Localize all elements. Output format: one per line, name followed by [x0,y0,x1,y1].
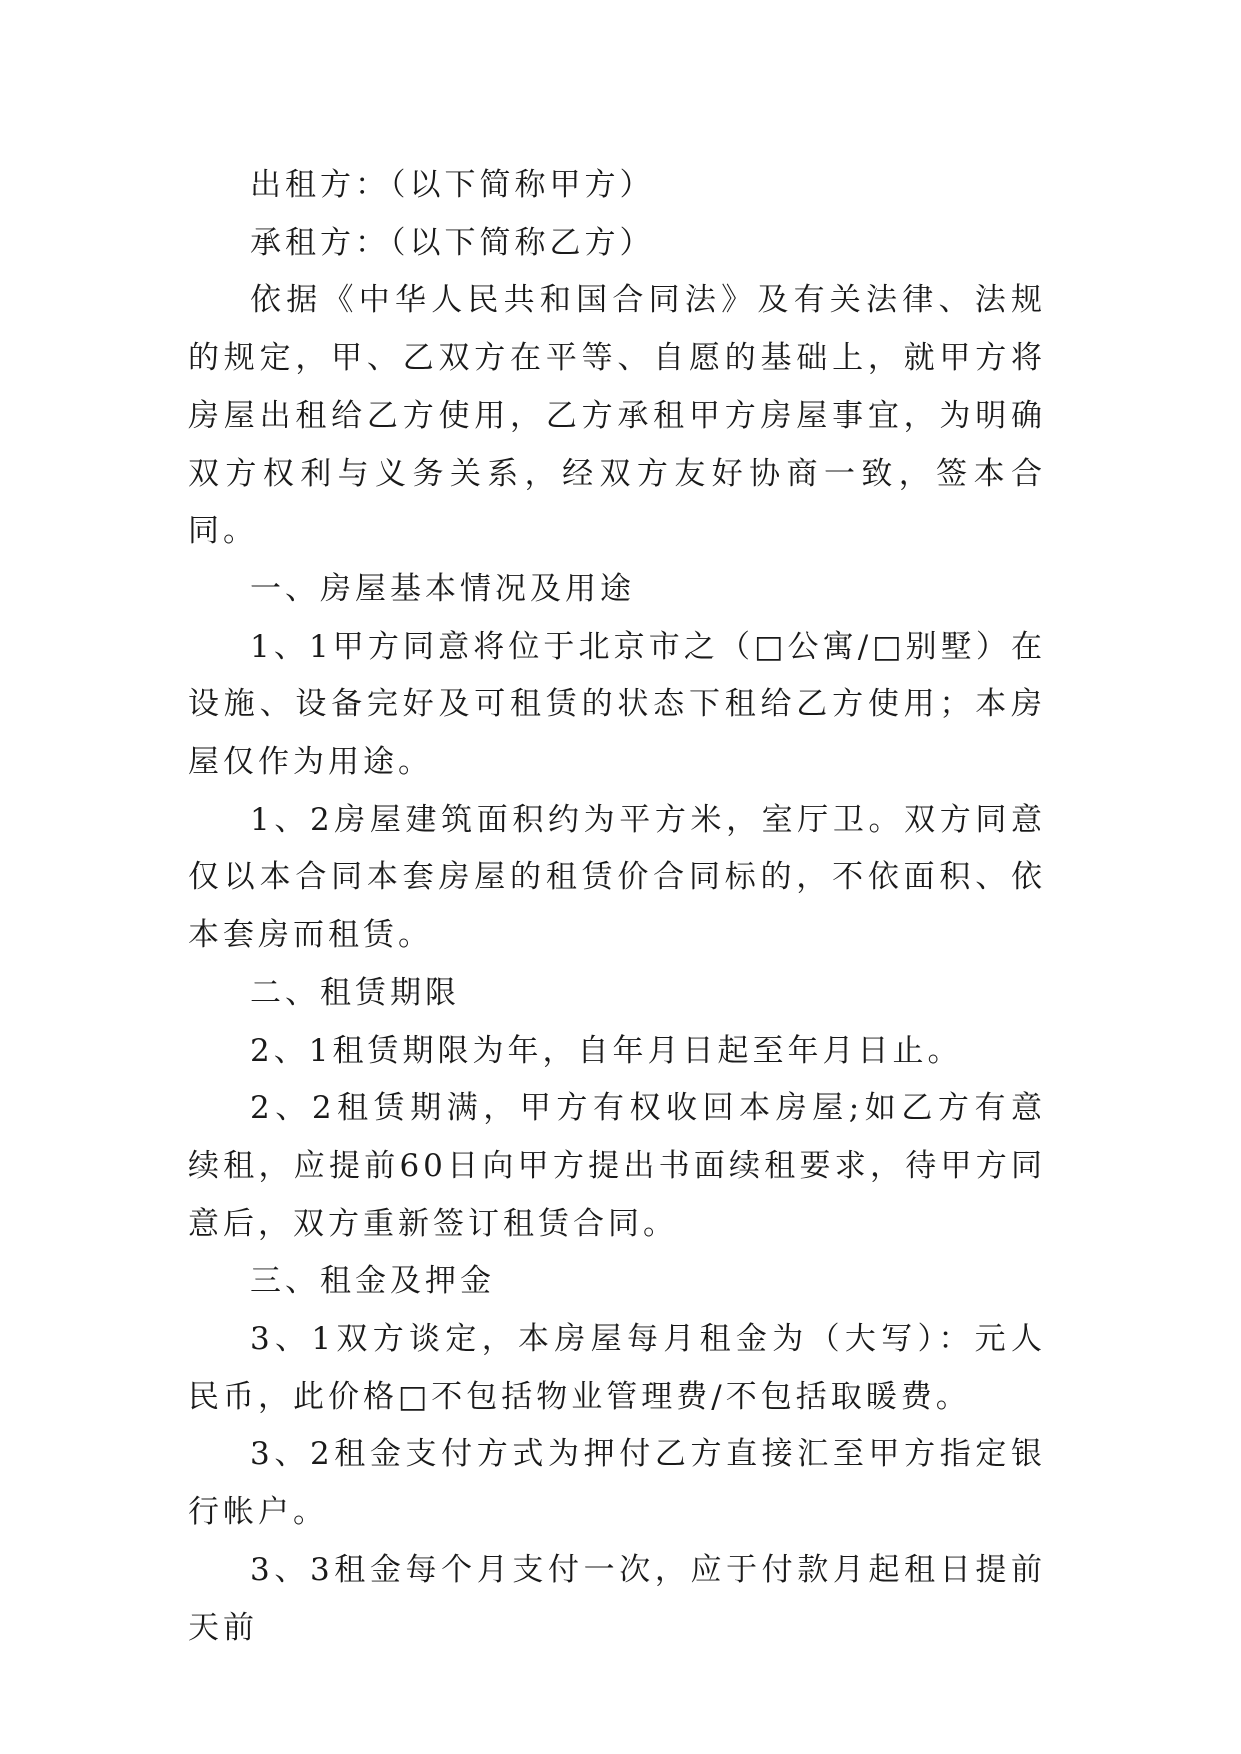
clause-1-2: 1、2房屋建筑面积约为平方米，室厅卫。双方同意仅以本合同本套房屋的租赁价合同标的，不依面积、依本套房而租赁。 [188,801,1046,954]
clause-3-2: 3、2租金支付方式为押付乙方直接汇至甲方指定银行帐户。 [188,1436,1046,1531]
section-heading-2: 二、租赁期限 [250,974,460,1011]
section-heading-3: 三、租金及押金 [250,1263,495,1300]
clause-3-1: 3、1双方谈定，本房屋每月租金为（大写）：元人民币，此价格□不包括物业管理费/不包括取暖费。 [188,1321,1046,1415]
clause-1-1: 1、1甲方同意将位于北京市之（□公寓/□别墅）在设施、设备完好及可租赁的状态下租给乙方使用；本房屋仅作为用途。 [188,628,1046,781]
clause-2-1: 2、1租赁期限为年，自年月日起至年月日止。 [250,1032,963,1069]
clause-3-3: 3、3租金每个月支付一次，应于付款月起租日提前天前 [188,1551,1046,1646]
section-heading-1: 一、房屋基本情况及用途 [250,570,635,607]
clause-2-2: 2、2租赁期满，甲方有权收回本房屋;如乙方有意续租，应提前60日向甲方提出书面续租要求，待甲方同意后，双方重新签订租赁合同。 [188,1090,1046,1242]
lessor-line: 出租方：（以下简称甲方） [250,167,655,203]
lessee-line: 承租方：（以下简称乙方） [250,224,655,261]
preamble-paragraph: 依据《中华人民共和国合同法》及有关法律、法规的规定，甲、乙双方在平等、自愿的基础上，就甲方将房屋出租给乙方使用，乙方承租甲方房屋事宜，为明确双方权利与义务关系，经双方友好协商一致，签本合同。 [188,282,1046,550]
